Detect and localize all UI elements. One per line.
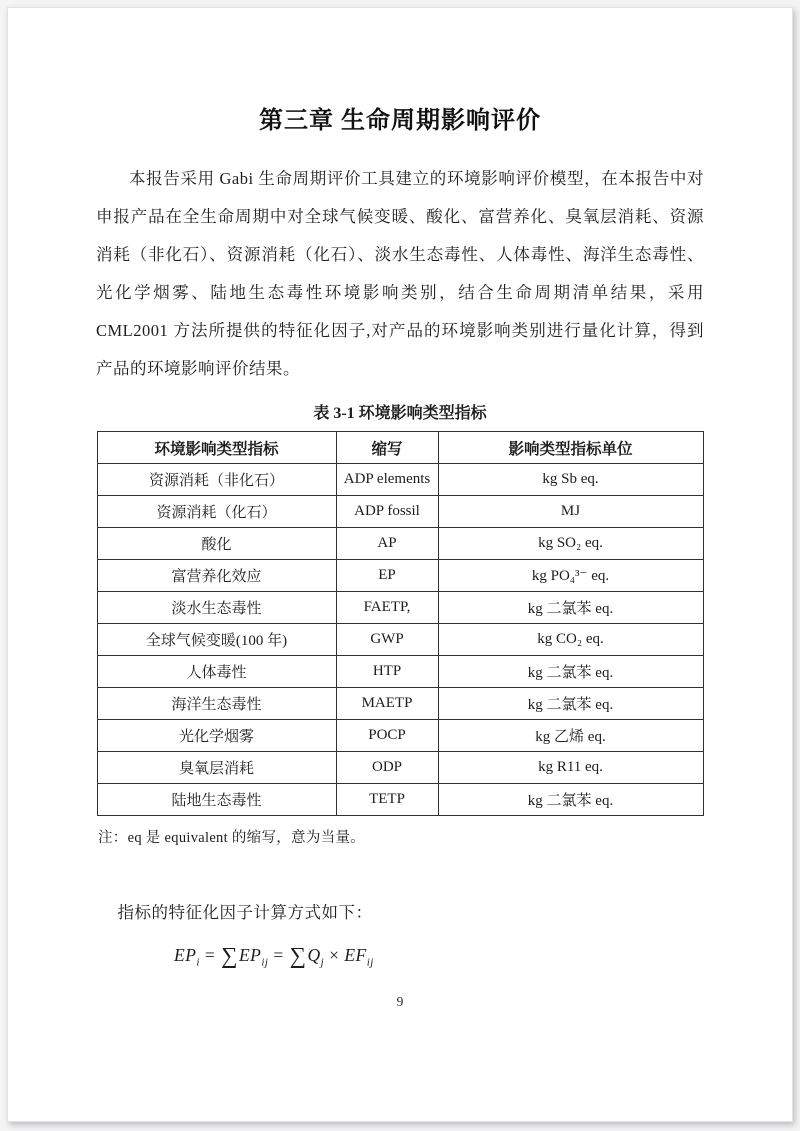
col-header-unit: 影响类型指标单位 bbox=[438, 432, 703, 464]
unit-cell: kg 二氯苯 eq. bbox=[438, 592, 703, 624]
abbr-cell: ODP bbox=[336, 752, 438, 784]
table-row bbox=[97, 464, 703, 496]
table-row bbox=[97, 560, 703, 592]
indicator-cell: 海洋生态毒性 bbox=[97, 688, 336, 720]
table-caption: 表 3-1 环境影响类型指标 bbox=[313, 405, 487, 422]
unit-cell: kg Sb eq. bbox=[438, 464, 703, 496]
col-header-abbr: 缩写 bbox=[336, 432, 438, 464]
indicator-cell: 臭氧层消耗 bbox=[97, 752, 336, 784]
unit-cell: kg 二氯苯 eq. bbox=[438, 688, 703, 720]
indicator-cell: 光化学烟雾 bbox=[97, 720, 336, 752]
table-header-row bbox=[97, 432, 703, 464]
table-row bbox=[97, 752, 703, 784]
indicator-cell: 人体毒性 bbox=[97, 656, 336, 688]
indicator-cell: 富营养化效应 bbox=[97, 560, 336, 592]
unit-cell: kg R11 eq. bbox=[438, 752, 703, 784]
indicator-cell: 陆地生态毒性 bbox=[97, 784, 336, 816]
table-row bbox=[97, 528, 703, 560]
indicator-cell: 酸化 bbox=[97, 528, 336, 560]
table-row bbox=[97, 720, 703, 752]
chapter-title: 第三章 生命周期影响评价 bbox=[259, 108, 541, 134]
indicator-cell: 资源消耗（非化石） bbox=[97, 464, 336, 496]
table-row bbox=[97, 496, 703, 528]
page-number: 9 bbox=[396, 994, 404, 1009]
document-page bbox=[7, 7, 793, 1122]
abbr-cell: GWP bbox=[336, 624, 438, 656]
unit-cell: kg 乙烯 eq. bbox=[438, 720, 703, 752]
abbr-cell: TETP bbox=[336, 784, 438, 816]
table-row bbox=[97, 592, 703, 624]
indicator-cell: 全球气候变暖(100 年) bbox=[97, 624, 336, 656]
abbr-cell: FAETP, bbox=[336, 592, 438, 624]
abbr-cell: AP bbox=[336, 528, 438, 560]
table-row bbox=[97, 656, 703, 688]
table-note: 注：eq 是 equivalent 的缩写，意为当量。 bbox=[98, 830, 366, 846]
formula-intro: 指标的特征化因子计算方式如下： bbox=[117, 903, 373, 922]
col-header-indicator: 环境影响类型指标 bbox=[97, 432, 336, 464]
abbr-cell: EP bbox=[336, 560, 438, 592]
abbr-cell: ADP elements bbox=[336, 464, 438, 496]
abbr-cell: HTP bbox=[336, 656, 438, 688]
indicator-cell: 淡水生态毒性 bbox=[97, 592, 336, 624]
unit-cell: kg SO₂ eq. bbox=[438, 528, 703, 560]
unit-cell: kg 二氯苯 eq. bbox=[438, 784, 703, 816]
unit-cell: kg 二氯苯 eq. bbox=[438, 656, 703, 688]
unit-cell: kg PO₄³⁻ eq. bbox=[438, 560, 703, 592]
unit-cell: kg CO₂ eq. bbox=[438, 624, 703, 656]
intro-paragraph: 本报告采用 Gabi 生命周期评价工具建立的环境影响评价模型，在本报告中对申报产品在全生命周期中对全球气候变暖、酸化、富营养化、臭氧层消耗、资源消耗（非化石）、资源消耗（化石）、淡水生态毒性、人体毒性、海洋生态毒性、光化学烟雾、陆地生态毒性环境影响类别，结合生命周期清单结果，采用 CML2001 方法所提供的特征化因子,对产品的环境影响类别进行量化计算，得到产品的环境影响评价结果。 bbox=[96, 169, 704, 378]
table-row bbox=[97, 688, 703, 720]
abbr-cell: ADP fossil bbox=[336, 496, 438, 528]
indicator-cell: 资源消耗（化石） bbox=[97, 496, 336, 528]
abbr-cell: POCP bbox=[336, 720, 438, 752]
table-row bbox=[97, 624, 703, 656]
impact-indicator-table bbox=[97, 431, 704, 816]
unit-cell: MJ bbox=[438, 496, 703, 528]
characterization-formula: $EP_i = \sum EP_{ij} = \sum Q_j \times EF_{ij}$ bbox=[174, 943, 374, 969]
abbr-cell: MAETP bbox=[336, 688, 438, 720]
table-row bbox=[97, 784, 703, 816]
